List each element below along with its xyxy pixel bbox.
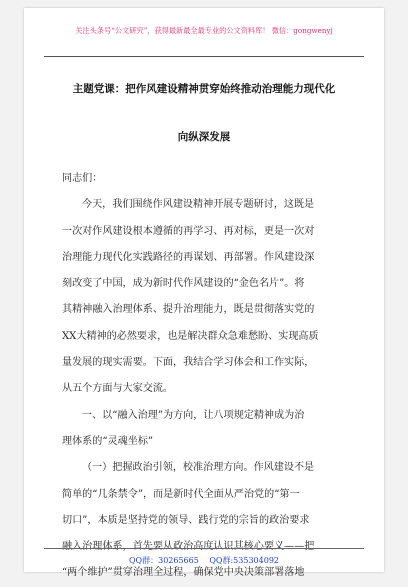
paragraph-line: 量发展的现实需要。下面，我结合学习体会和工作实际，	[62, 357, 315, 369]
paragraph-line: 今天，我们围绕作风建设精神开展专题研讨，这既是	[82, 199, 315, 211]
document-title-line-2: 向纵深发展	[177, 131, 231, 143]
paragraph-line: 一次对作风建设根本遵循的再学习、再对标，更是一次对	[62, 225, 315, 237]
paragraph-line: 从五个方面与大家交流。	[62, 383, 174, 395]
paragraph-line: 其精神融入治理体系、提升治理能力，既是贯彻落实党的	[62, 304, 315, 316]
footer-qq-group-2: QQ群:535304092	[209, 556, 279, 565]
document-page	[24, 8, 384, 579]
footer	[24, 555, 384, 566]
paragraph-line: 刻改变了中国，成为新时代作风建设的“金色名片”。将	[62, 278, 305, 290]
section-heading-line: 理体系的“灵魂坐标”	[62, 435, 154, 447]
section-heading-line: 一、以“融入治理”为方向，让八项规定精神成为治	[82, 409, 305, 421]
salutation: 同志们：	[62, 173, 103, 184]
paragraph-line: 切口”，本质是坚持党的领导、践行党的宗旨的政治要求	[62, 514, 310, 526]
footer-qq-group-1: QQ群：30265665	[128, 556, 199, 565]
paragraph-line: 简单的“几条禁令”，而是新时代全面从严治党的“第一	[62, 488, 300, 500]
paragraph-line: 治理能力现代化实践路径的再谋划、再部署。作风建设深	[62, 251, 315, 263]
subsection-line: （一）把握政治引领，校准治理方向。作风建设不是	[82, 462, 315, 474]
document-body	[62, 166, 352, 587]
footer-divider	[44, 548, 364, 549]
paragraph-line: 融入治理体系，首先要从政治高度认识其核心要义——把	[62, 541, 315, 553]
header-banner: 关注头条号“公文研究”，获得最新最全最专业的公文资料库！ 微信：gongwenyj	[75, 26, 333, 35]
header-divider	[44, 56, 364, 57]
paragraph-line: XX大精神的必然要求，也是解决群众急难愁盼、实现高质	[62, 330, 319, 342]
paragraph-line: “两个维护”贯穿治理全过程，确保党中央决策部署落地	[62, 567, 305, 579]
document-title-line-1: 主题党课：把作风建设精神贯穿始终推动治理能力现代化	[72, 83, 336, 95]
